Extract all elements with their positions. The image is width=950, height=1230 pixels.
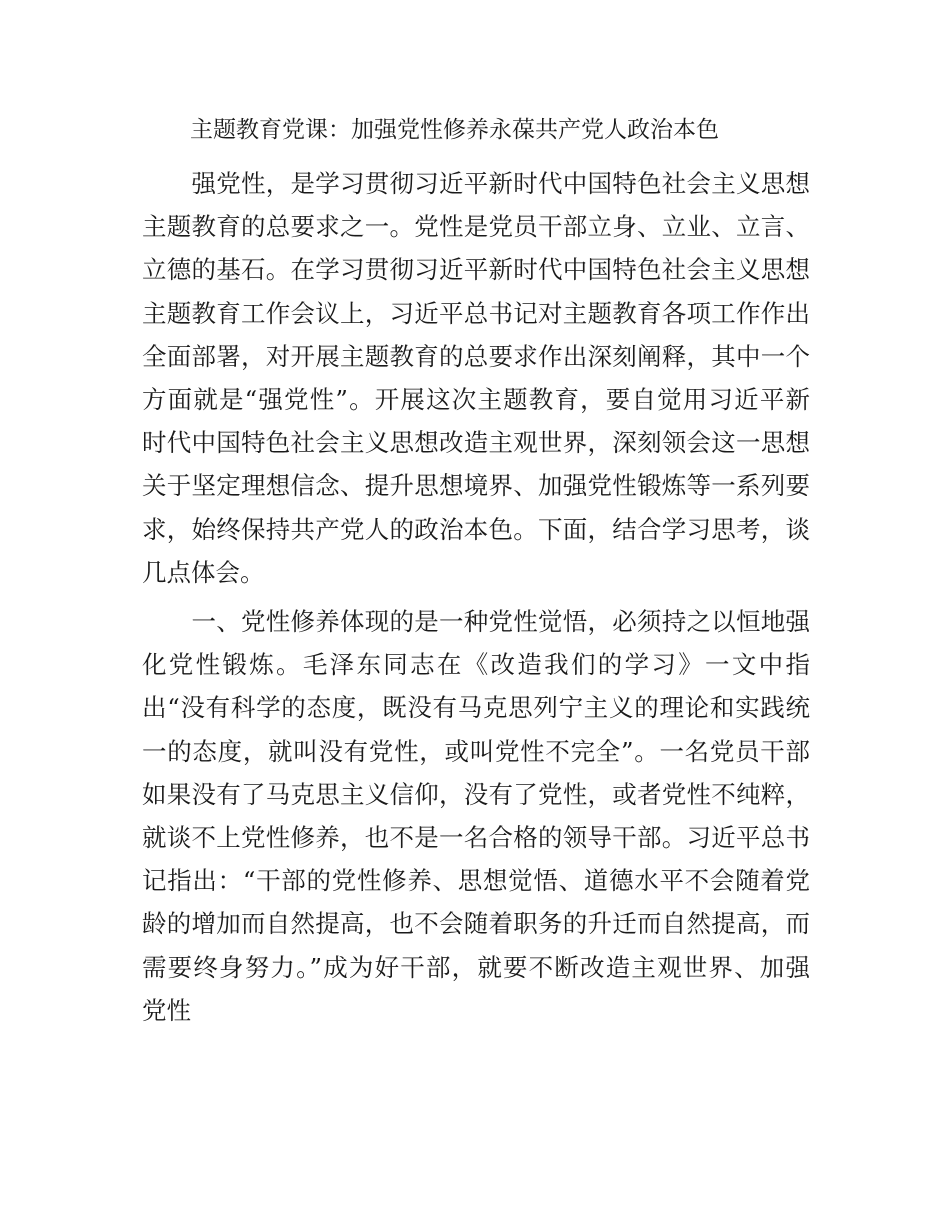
paragraph-section-one bbox=[142, 600, 810, 1032]
paragraph-line: 需要终身努力。”成为好干部，就要不断改造主观世界、加强 bbox=[142, 952, 810, 982]
paragraph-line: 龄的增加而自然提高，也不会随着职务的升迁而自然提高，而 bbox=[142, 909, 810, 939]
paragraph-line: 一的态度，就叫没有党性，或叫党性不完全”。一名党员干部 bbox=[142, 736, 810, 766]
paragraph-line: 主题教育的总要求之一。党性是党员干部立身、立业、立言、 bbox=[142, 212, 810, 242]
paragraph-line: 一、党性修养体现的是一种党性觉悟，必须持之以恒地强 bbox=[142, 607, 810, 636]
paragraph-line: 就谈不上党性修养，也不是一名合格的领导干部。习近平总书 bbox=[142, 822, 810, 852]
paragraph-line: 时代中国特色社会主义思想改造主观世界，深刻领会这一思想 bbox=[142, 428, 810, 458]
paragraph-line: 方面就是“强党性”。开展这次主题教育，要自觉用习近平新 bbox=[142, 384, 810, 414]
paragraph-line: 几点体会。 bbox=[142, 557, 265, 587]
document-title: 主题教育党课：加强党性修养永葆共产党人政治本色 bbox=[190, 117, 719, 143]
paragraph-intro bbox=[142, 162, 810, 594]
paragraph-line: 关于坚定理想信念、提升思想境界、加强党性锻炼等一系列要 bbox=[142, 471, 810, 501]
paragraph-line: 如果没有了马克思主义信仰，没有了党性，或者党性不纯粹， bbox=[142, 779, 810, 809]
paragraph-line: 党性 bbox=[142, 995, 191, 1025]
paragraph-line: 求，始终保持共产党人的政治本色。下面，结合学习思考，谈 bbox=[142, 514, 810, 544]
paragraph-line: 出“没有科学的态度，既没有马克思列宁主义的理论和实践统 bbox=[142, 693, 810, 723]
paragraph-line: 记指出：“干部的党性修养、思想觉悟、道德水平不会随着党 bbox=[142, 866, 810, 896]
paragraph-line: 立德的基石。在学习贯彻习近平新时代中国特色社会主义思想 bbox=[142, 255, 810, 285]
paragraph-line: 全面部署，对开展主题教育的总要求作出深刻阐释，其中一个 bbox=[142, 341, 810, 371]
paragraph-line: 强党性，是学习贯彻习近平新时代中国特色社会主义思想 bbox=[142, 169, 810, 198]
paragraph-line: 化党性锻炼。毛泽东同志在《改造我们的学习》一文中指 bbox=[142, 650, 810, 680]
paragraph-line: 主题教育工作会议上，习近平总书记对主题教育各项工作作出 bbox=[142, 298, 810, 328]
